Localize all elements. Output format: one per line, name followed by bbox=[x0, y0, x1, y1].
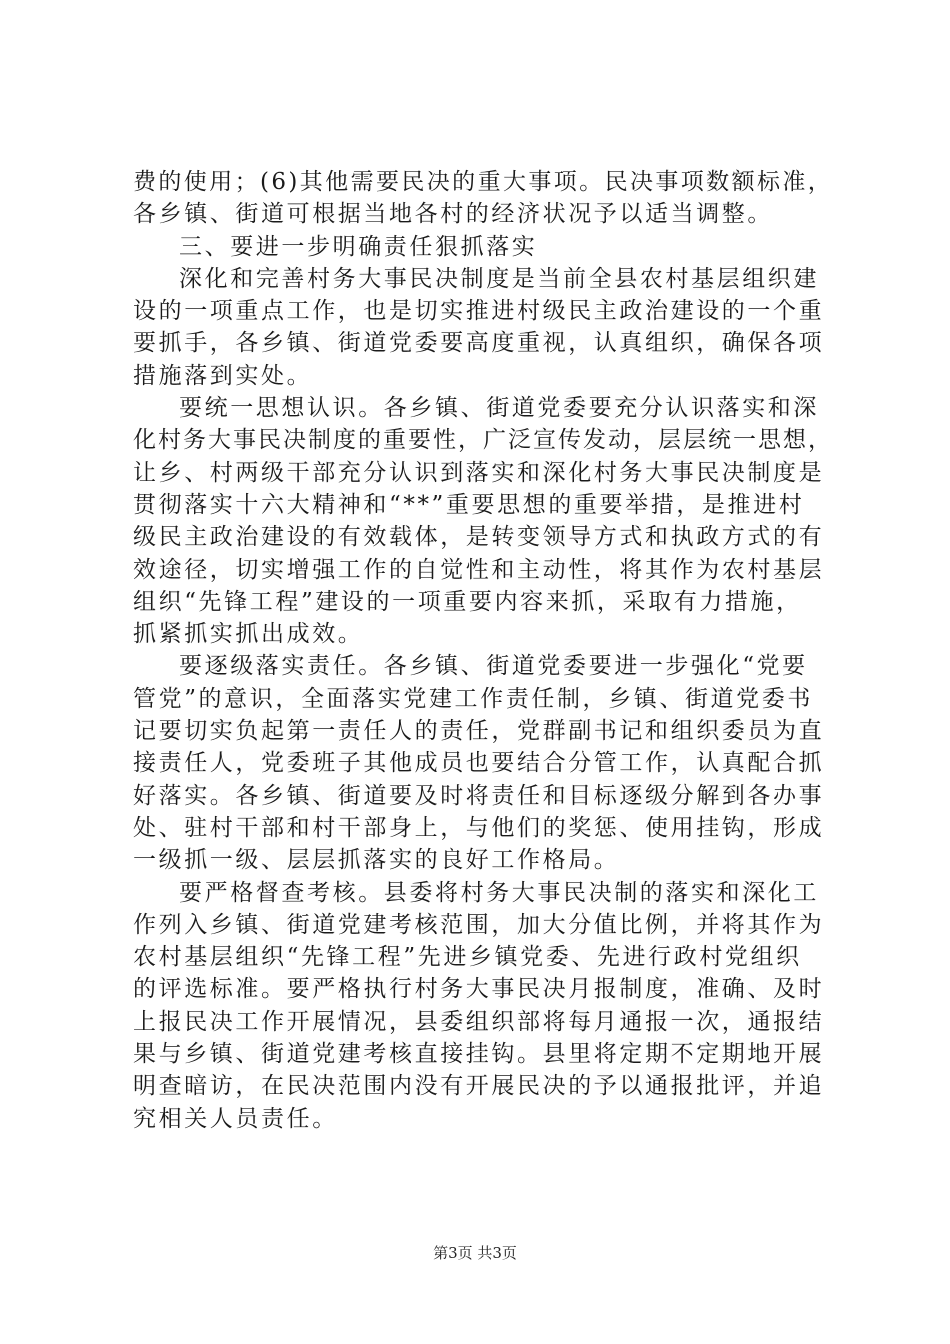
text-line: 记要切实负起第一责任人的责任，党群副书记和组织委员为直 bbox=[133, 718, 825, 745]
text-line: 要逐级落实责任。各乡镇、街道党委要进一步强化“党要 bbox=[179, 653, 808, 680]
text-line: 费的使用；(6)其他需要民决的重大事项。民决事项数额标准， bbox=[133, 169, 834, 195]
text-line: 明查暗访，在民决范围内没有开展民决的予以通报批评，并追 bbox=[133, 1073, 825, 1100]
text-line: 要抓手，各乡镇、街道党委要高度重视，认真组织，确保各项 bbox=[133, 330, 825, 357]
text-line: 农村基层组织“先锋工程”先进乡镇党委、先进行政村党组织 bbox=[133, 944, 802, 971]
document-body bbox=[133, 166, 833, 1135]
text-line: 深化和完善村务大事民决制度是当前全县农村基层组织建 bbox=[179, 265, 819, 292]
page-footer: 第3页 共3页 bbox=[433, 1244, 517, 1262]
text-line: 级民主政治建设的有效载体，是转变领导方式和执政方式的有 bbox=[133, 524, 825, 551]
text-line: 三、要进一步明确责任狠抓落实 bbox=[179, 233, 538, 260]
text-line: 各乡镇、街道可根据当地各村的经济状况予以适当调整。 bbox=[133, 201, 773, 228]
text-line: 组织“先锋工程”建设的一项重要内容来抓，采取有力措施， bbox=[133, 588, 802, 615]
text-line: 要统一思想认识。各乡镇、街道党委要充分认识落实和深 bbox=[179, 395, 819, 422]
text-line: 接责任人，党委班子其他成员也要结合分管工作，认真配合抓 bbox=[133, 750, 825, 777]
text-line: 措施落到实处。 bbox=[133, 362, 313, 389]
text-line: 究相关人员责任。 bbox=[133, 1105, 338, 1132]
text-line: 一级抓一级、层层抓落实的良好工作格局。 bbox=[133, 847, 620, 874]
text-line: 的评选标准。要严格执行村务大事民决月报制度，准确、及时 bbox=[133, 976, 825, 1003]
text-line: 效途径，切实增强工作的自觉性和主动性，将其作为农村基层 bbox=[133, 556, 825, 583]
text-line: 果与乡镇、街道党建考核直接挂钩。县里将定期不定期地开展 bbox=[133, 1041, 825, 1068]
text-line: 上报民决工作开展情况，县委组织部将每月通报一次，通报结 bbox=[133, 1008, 825, 1035]
text-line: 化村务大事民决制度的重要性，广泛宣传发动，层层统一思想， bbox=[133, 427, 833, 454]
text-line: 处、驻村干部和村干部身上，与他们的奖惩、使用挂钩，形成 bbox=[133, 814, 825, 841]
text-line: 贯彻落实十六大精神和“**”重要思想的重要举措，是推进村 bbox=[133, 491, 805, 518]
text-line: 要严格督查考核。县委将村务大事民决制的落实和深化工 bbox=[179, 879, 819, 906]
text-line: 抓紧抓实抓出成效。 bbox=[133, 621, 364, 648]
text-line: 好落实。各乡镇、街道要及时将责任和目标逐级分解到各办事 bbox=[133, 782, 825, 809]
text-line: 管党”的意识，全面落实党建工作责任制，乡镇、街道党委书 bbox=[133, 685, 813, 712]
text-line: 作列入乡镇、街道党建考核范围，加大分值比例，并将其作为 bbox=[133, 911, 825, 938]
text-line: 让乡、村两级干部充分认识到落实和深化村务大事民决制度是 bbox=[133, 459, 825, 486]
text-line: 设的一项重点工作，也是切实推进村级民主政治建设的一个重 bbox=[133, 298, 825, 325]
